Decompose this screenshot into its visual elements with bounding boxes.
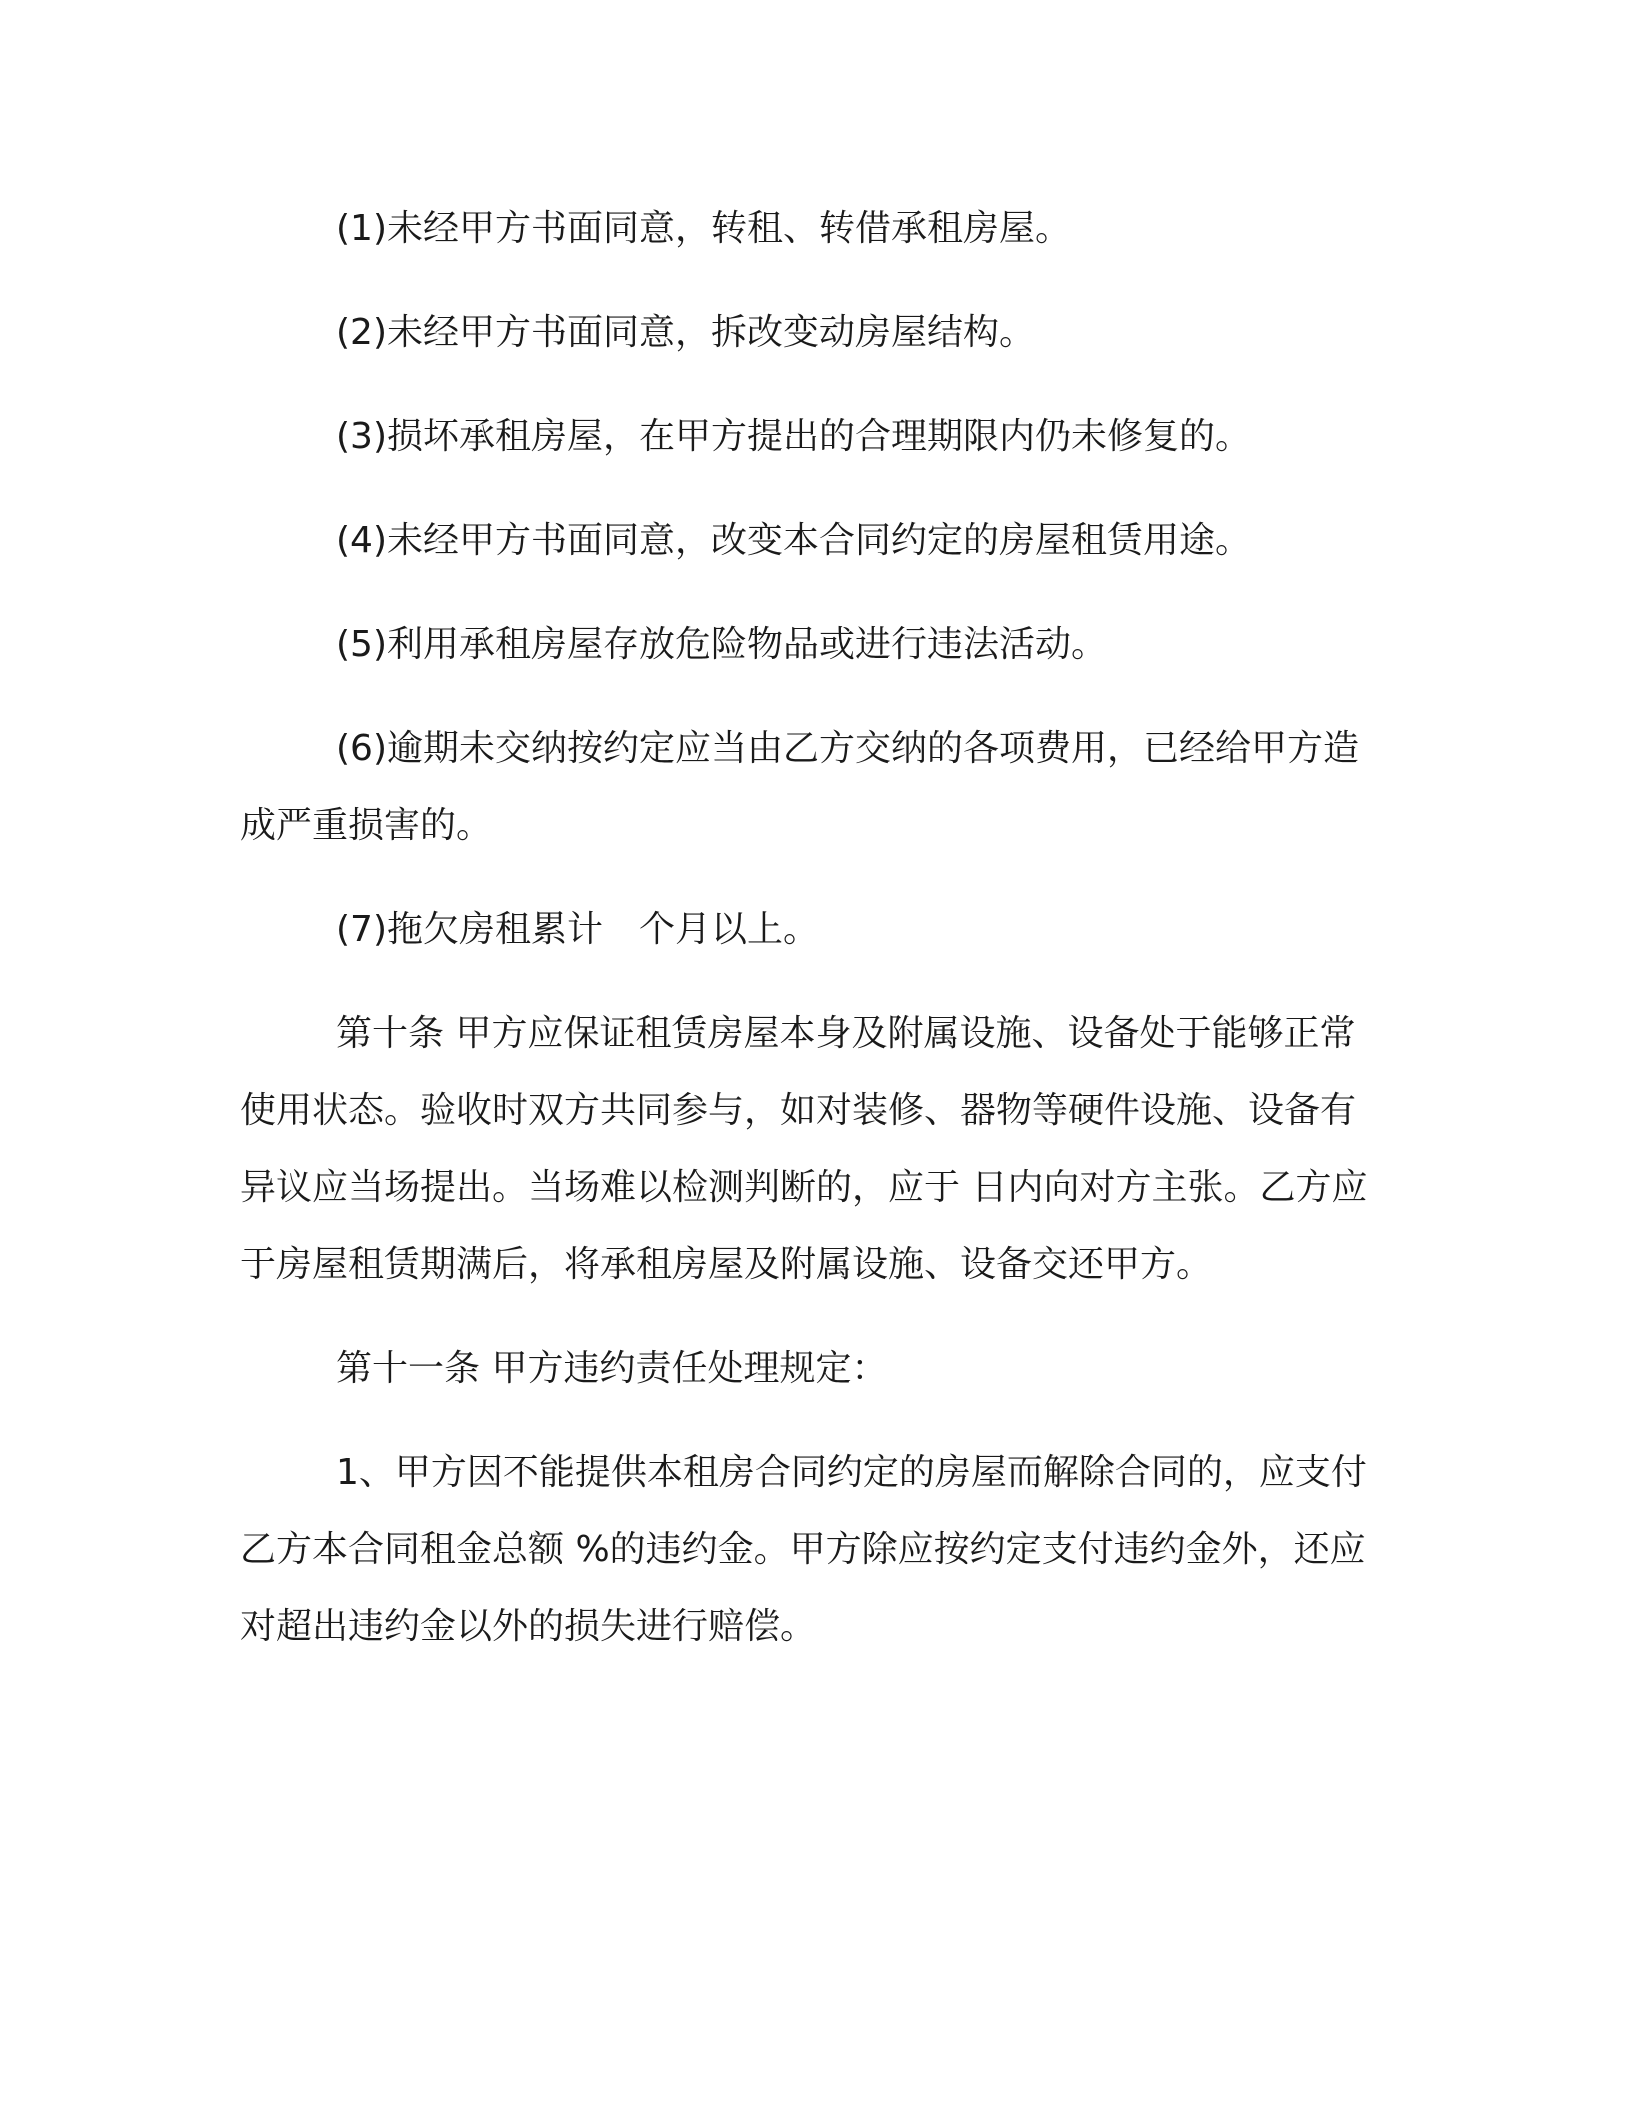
article-11-heading: 第十一条 甲方违约责任处理规定： xyxy=(336,1348,888,1389)
document-body xyxy=(240,190,1385,1665)
article-11-item-1: 1、甲方因不能提供本租房合同约定的房屋而解除合同的，应支付乙方本合同租金总额 %的违约金。甲方除应按约定支付违约金外，还应对超出违约金以外的损失进行赔偿。 xyxy=(240,1452,1367,1647)
clause-item-2: (2)未经甲方书面同意，拆改变动房屋结构。 xyxy=(336,312,1035,353)
clause-item-7: (7)拖欠房租累计 个月以上。 xyxy=(336,909,819,950)
article-10: 第十条 甲方应保证租赁房屋本身及附属设施、设备处于能够正常使用状态。验收时双方共同参与，如对装修、器物等硬件设施、设备有异议应当场提出。当场难以检测判断的，应于 日内向对方主张。乙方应于房屋租赁期满后，将承租房屋及附属设施、设备交还甲方。 xyxy=(240,1013,1368,1285)
clause-item-6: (6)逾期未交纳按约定应当由乙方交纳的各项费用，已经给甲方造成严重损害的。 xyxy=(240,728,1359,846)
clause-item-1: (1)未经甲方书面同意，转租、转借承租房屋。 xyxy=(336,208,1071,249)
clause-item-4: (4)未经甲方书面同意，改变本合同约定的房屋租赁用途。 xyxy=(336,520,1251,561)
clause-item-3: (3)损坏承租房屋，在甲方提出的合理期限内仍未修复的。 xyxy=(336,416,1251,457)
clause-item-5: (5)利用承租房屋存放危险物品或进行违法活动。 xyxy=(336,624,1107,665)
